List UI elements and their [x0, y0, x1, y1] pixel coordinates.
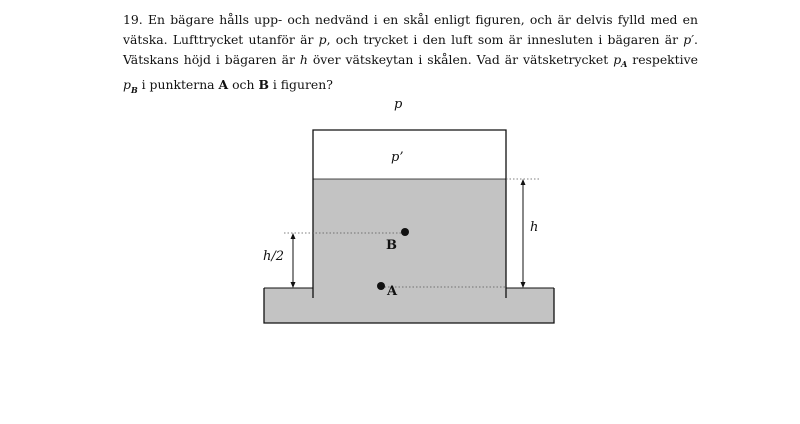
- sentence-2f: i punkterna: [141, 77, 215, 93]
- point-B-ref: B: [258, 77, 269, 93]
- var-h: h: [299, 52, 308, 67]
- sentence-2e: respektive: [632, 52, 698, 67]
- label-outside-pressure: p: [394, 97, 403, 112]
- label-half-height: h/2: [263, 249, 285, 264]
- beaker-liquid: [313, 179, 506, 288]
- h-arrow-head-top: [521, 179, 526, 185]
- sentence-1: En bägare hålls upp- och nedvänd i en skål enligt figuren, och är delvis fylld med en vätska.: [123, 12, 698, 47]
- label-height: h: [530, 220, 539, 235]
- sentence-2h: i figuren?: [272, 77, 333, 93]
- h-half-arrow-head-top: [291, 233, 296, 239]
- point-A-ref: A: [218, 77, 229, 93]
- point-A-dot: [377, 282, 385, 290]
- var-pB: $p_B$: [123, 77, 138, 95]
- var-p-prime: p′: [683, 32, 695, 47]
- sentence-2b: , och trycket i den luft som är innesluten i bägaren är: [326, 32, 679, 47]
- bowl-liquid: [264, 288, 554, 323]
- h-half-arrow-head-bottom: [291, 282, 296, 288]
- var-p: p: [318, 32, 327, 47]
- sentence-2d: över vätskeytan i skålen. Vad är vätsketrycket: [312, 52, 609, 67]
- var-pA: $p_A$: [613, 52, 628, 70]
- sentence-2c: . Vätskans höjd i bägaren är: [123, 32, 698, 67]
- label-point-A: A: [387, 284, 398, 299]
- label-inside-pressure: p’: [391, 150, 404, 165]
- sentence-2a: Lufttrycket utanför är: [172, 32, 314, 47]
- h-arrow-head-bottom: [521, 282, 526, 288]
- sentence-2g: och: [232, 77, 255, 93]
- problem-number: 19.: [123, 12, 143, 27]
- label-point-B: B: [386, 238, 397, 253]
- point-B-dot: [401, 228, 409, 236]
